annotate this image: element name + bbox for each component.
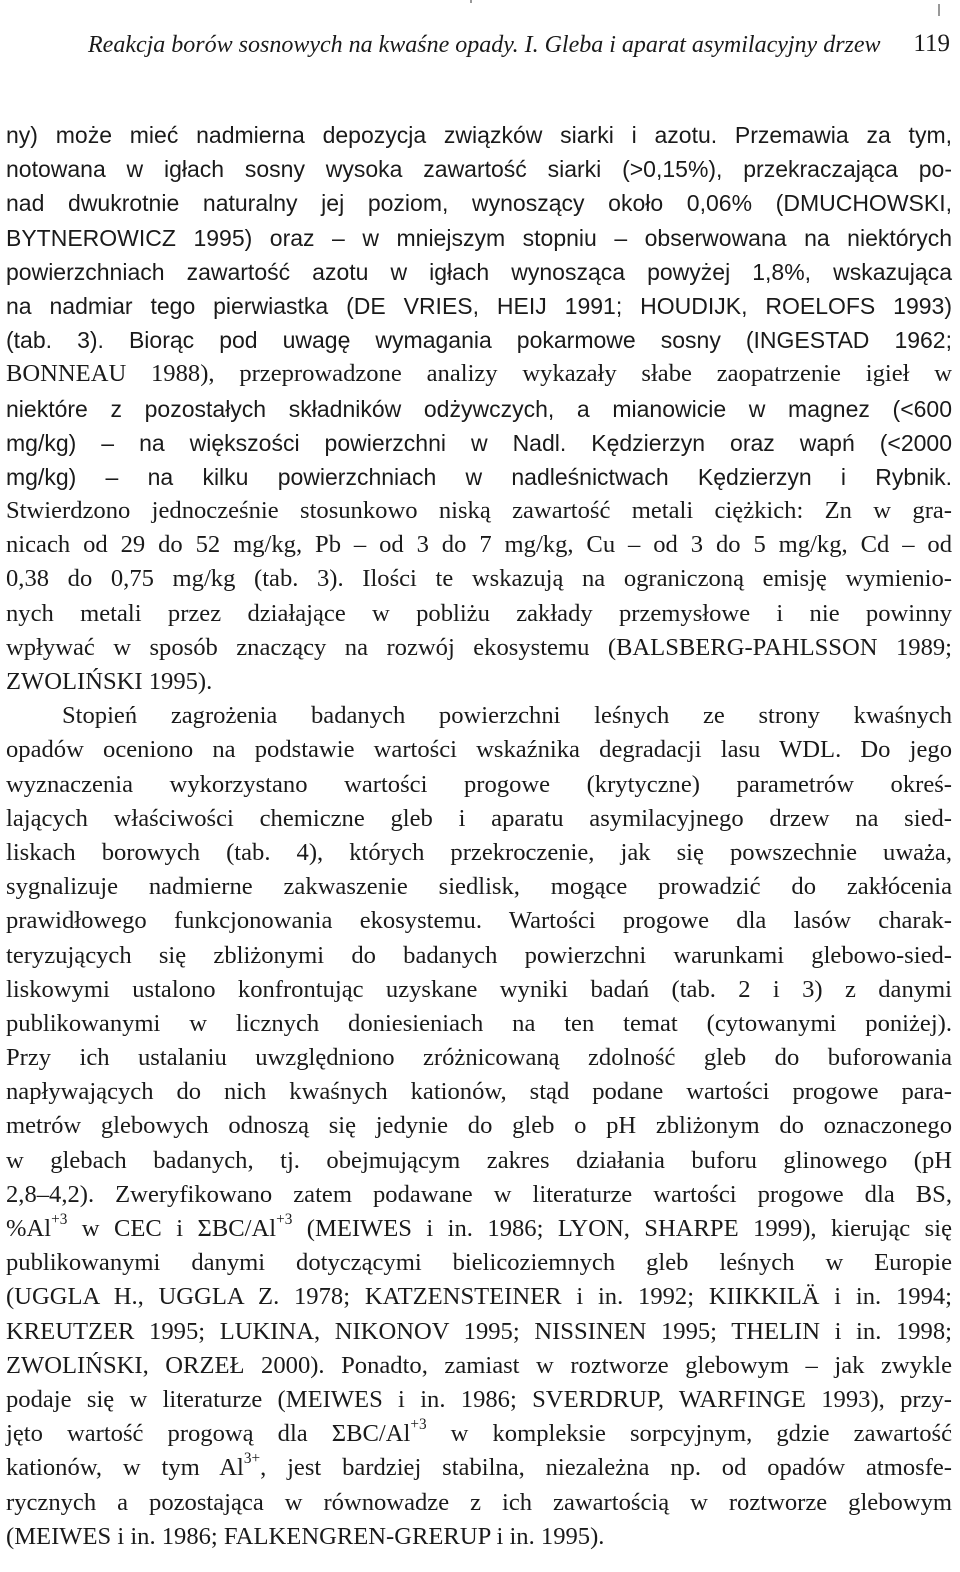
- text-line: lających właściwości chemiczne gleb i aparatu asymilacyjnego drzew na sied-: [6, 804, 952, 832]
- scan-mark: [938, 4, 940, 16]
- text-line: wyznaczenia wykorzystano wartości progowe (krytyczne) parametrów okreś-: [6, 770, 952, 798]
- text-line: Przy ich ustalaniu uwzględniono zróżnicowaną zdolność gleb do buforowania: [6, 1044, 952, 1072]
- text-line: powierzchniach zawartość azotu w igłach wynosząca powyżej 1,8%, wskazująca: [6, 258, 952, 285]
- text-line: mg/kg) – na kilku powierzchniach w nadleśnictwach Kędzierzyn i Rybnik.: [6, 463, 952, 490]
- text-line: nicach od 29 do 52 mg/kg, Pb – od 3 do 7 mg/kg, Cu – od 3 do 5 mg/kg, Cd – od: [6, 531, 952, 559]
- body-text: [6, 118, 952, 1554]
- text-line: prawidłowego funkcjonowania ekosystemu. Wartości progowe dla lasów charak-: [6, 907, 952, 935]
- text-line: opadów oceniono na podstawie wartości wskaźnika degradacji lasu WDL. Do jego: [6, 736, 952, 764]
- text-line: metrów glebowych odnoszą się jedynie do gleb o pH zbliżonym do oznaczonego: [6, 1112, 952, 1140]
- text-line: ZWOLIŃSKI, ORZEŁ 2000). Ponadto, zamiast w roztworze glebowym – jak zwykle: [6, 1351, 952, 1379]
- text-line: kationów, w tym $Al^{3+}$, jest bardziej stabilna, niezależna np. od opadów atmosfe-: [6, 1450, 952, 1482]
- text-line: publikowanymi w licznych doniesieniach na ten temat (cytowanymi poniżej).: [6, 1009, 952, 1037]
- text-line: $\%Al^{+3}$ w CEC i ΣBC/$Al^{+3}$ (MEIWES i in. 1986; LYON, SHARPE 1999), kierując się: [6, 1210, 952, 1242]
- text-line: BYTNEROWICZ 1995) oraz – w mniejszym stopniu – obserwowana na niektórych: [6, 224, 952, 251]
- running-header: [88, 30, 950, 64]
- text-line: KREUTZER 1995; LUKINA, NIKONOV 1995; NISSINEN 1995; THELIN i in. 1998;: [6, 1317, 952, 1345]
- scan-mark: [470, 0, 472, 3]
- text-line: nych metali przez działające w pobliżu zakłady przemysłowe i nie powinny: [6, 599, 952, 627]
- text-line: 0,38 do 0,75 mg/kg (tab. 3). Ilości te wskazują na ograniczoną emisję wymienio-: [6, 565, 952, 593]
- text-line: Stwierdzono jednocześnie stosunkowo niską zawartość metali ciężkich: Zn w gra-: [6, 497, 952, 525]
- text-line: publikowanymi danymi dotyczącymi bielicoziemnych gleb leśnych w Europie: [6, 1249, 952, 1277]
- text-line: liskach borowych (tab. 4), których przekroczenie, jak się powszechnie uważa,: [6, 838, 952, 866]
- text-line: (UGGLA H., UGGLA Z. 1978; KATZENSTEINER i in. 1992; KIIKKILÄ i in. 1994;: [6, 1283, 952, 1311]
- text-line: BONNEAU 1988), przeprowadzone analizy wykazały słabe zaopatrzenie igieł w: [6, 360, 952, 388]
- running-title: Reakcja borów sosnowych na kwaśne opady. I. Gleba i aparat asymilacyjny drzew: [88, 32, 881, 58]
- text-line: 2,8–4,2). Zweryfikowano zatem podawane w literaturze wartości progowe dla BS,: [6, 1180, 952, 1208]
- text-line: teryzujących się zbliżonymi do badanych powierzchni warunkami glebowo-sied-: [6, 941, 952, 969]
- text-line: wpływać w sposób znaczący na rozwój ekosystemu (BALSBERG-PAHLSSON 1989;: [6, 633, 952, 661]
- text-line: liskowymi ustalono konfrontując uzyskane wyniki badań (tab. 2 i 3) z danymi: [6, 975, 952, 1003]
- text-line: w glebach badanych, tj. obejmującym zakres działania buforu glinowego (pH: [6, 1146, 952, 1174]
- text-line: Stopień zagrożenia badanych powierzchni leśnych ze strony kwaśnych: [62, 702, 952, 730]
- text-line: jęto wartość progową dla ΣBC/$Al^{+3}$ w kompleksie sorpcyjnym, gdzie zawartość: [6, 1415, 952, 1448]
- text-line: niektóre z pozostałych składników odżywczych, a mianowicie w magnez (<600: [6, 395, 952, 422]
- text-line: sygnalizuje nadmierne zakwaszenie siedlisk, mogące prowadzić do zakłócenia: [6, 873, 952, 901]
- text-line: rycznych a pozostająca w równowadze z ich zawartością w roztworze glebowym: [6, 1488, 952, 1516]
- text-line: (tab. 3). Biorąc pod uwagę wymagania pokarmowe sosny (INGESTAD 1962;: [6, 327, 952, 354]
- text-line: nad dwukrotnie naturalny jej poziom, wynoszący około 0,06% (DMUCHOWSKI,: [6, 190, 952, 217]
- text-line: notowana w igłach sosny wysoka zawartość siarki (>0,15%), przekraczająca po-: [6, 156, 952, 183]
- page-number: 119: [913, 30, 950, 57]
- text-line: mg/kg) – na większości powierzchni w Nadl. Kędzierzyn oraz wapń (<2000: [6, 429, 952, 456]
- text-line: ny) może mieć nadmierna depozycja związków siarki i azotu. Przemawia za tym,: [6, 122, 952, 148]
- text-line: (MEIWES i in. 1986; FALKENGREN-GRERUP i in. 1995).: [6, 1522, 605, 1550]
- text-line: napływających do nich kwaśnych kationów, stąd podane wartości progowe para-: [6, 1078, 952, 1106]
- text-line: na nadmiar tego pierwiastka (DE VRIES, HEIJ 1991; HOUDIJK, ROELOFS 1993): [6, 292, 952, 319]
- text-line: podaje się w literaturze (MEIWES i in. 1986; SVERDRUP, WARFINGE 1993), przy-: [6, 1385, 952, 1413]
- text-line: ZWOLIŃSKI 1995).: [6, 668, 213, 695]
